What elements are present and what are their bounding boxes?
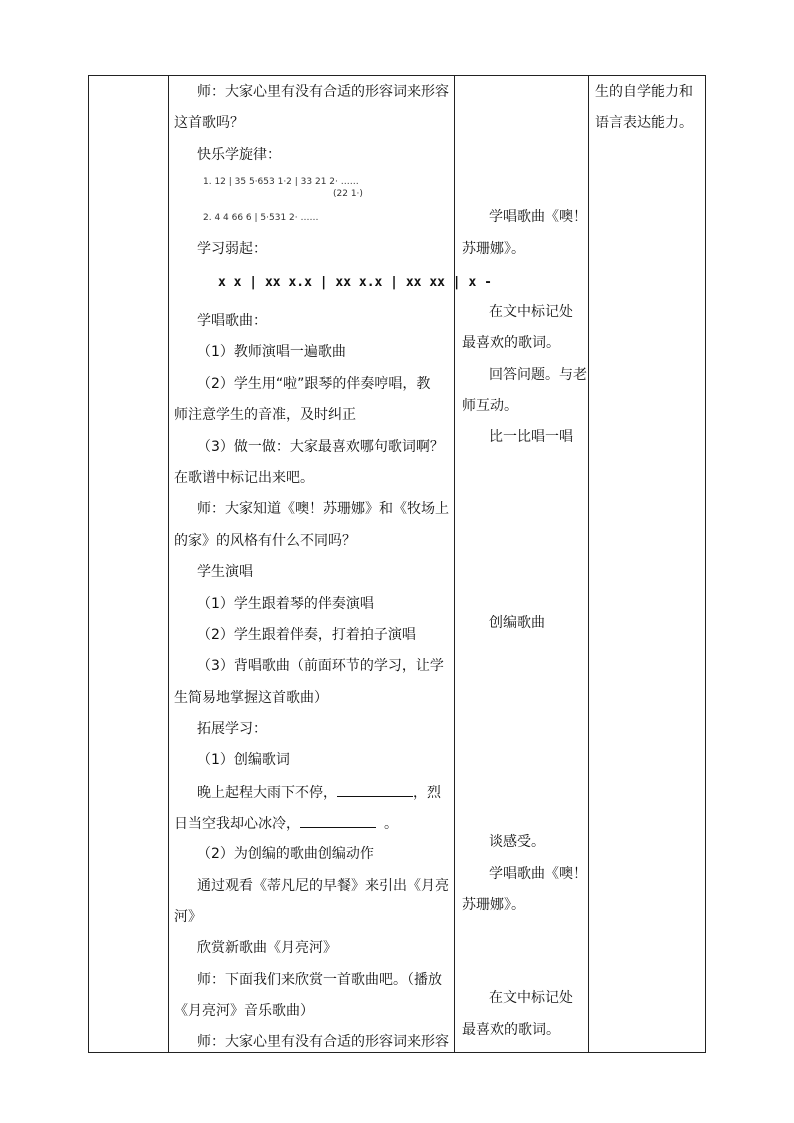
text-line: 最喜欢的歌词。 (462, 1022, 560, 1038)
text-line: 创编歌曲 (489, 615, 545, 631)
text-line: 快乐学旋律： (197, 147, 281, 163)
text-line: 学唱歌曲《噢！ (489, 209, 587, 225)
text-line: 在文中标记处 (489, 990, 573, 1006)
text-line: 《月亮河》音乐歌曲） (174, 1003, 314, 1019)
text-line: 拓展学习： (197, 721, 267, 737)
text-line: 比一比唱一唱 (489, 429, 573, 445)
text-line: 学唱歌曲《噢！ (489, 866, 587, 882)
text-line: 欣赏新歌曲《月亮河》 (197, 940, 337, 956)
column-divider (168, 76, 169, 1052)
melody-line-1-alt: (22 1·) (333, 189, 363, 199)
text-fragment: 。 (384, 816, 398, 832)
text-line: 师：下面我们来欣赏一首歌曲吧。（播放 (197, 972, 442, 988)
text-fragment: 日当空我却心冰冷， (174, 816, 300, 832)
text-line: （1）创编歌词 (197, 752, 290, 768)
text-line: 学习弱起： (197, 241, 267, 257)
text-line: （3）做一做：大家最喜欢哪句歌词啊？ (197, 439, 444, 455)
text-line: 生简易地掌握这首歌曲） (174, 690, 328, 706)
text-line: 通过观看《蒂凡尼的早餐》来引出《月亮 (197, 878, 449, 894)
lyric-fill-line-2 (174, 813, 398, 834)
text-fragment: 晚上起程大雨下不停， (197, 785, 337, 801)
text-line: 师：大家知道《噢！苏珊娜》和《牧场上 (197, 501, 449, 517)
text-line: 学生演唱 (197, 564, 253, 580)
column-divider (588, 76, 589, 1052)
text-line: 师：大家心里有没有合适的形容词来形容 (197, 1034, 449, 1050)
text-line: （1）学生跟着琴的伴奏演唱 (197, 596, 374, 612)
text-line: 师注意学生的音准，及时纠正 (174, 407, 356, 423)
melody-line-1: 1. 12 | 35 5·653 1·2 | 33 21 2· …… (203, 177, 359, 187)
text-line: 语言表达能力。 (595, 115, 693, 131)
text-line: 苏珊娜》。 (462, 241, 525, 257)
rhythm-notation: x x | xx x.x | xx x.x | xx xx | x - (218, 275, 492, 290)
melody-line-2: 2. 4 4 66 6 | 5·531 2· …… (203, 213, 319, 223)
text-line: 在文中标记处 (489, 304, 573, 320)
text-line: 回答问题。与老 (489, 367, 587, 383)
text-line: 最喜欢的歌词。 (462, 335, 560, 351)
text-line: （3）背唱歌曲（前面环节的学习，让学 (197, 658, 444, 674)
text-line: （2）为创编的歌曲创编动作 (197, 846, 374, 862)
column-divider (454, 76, 455, 1052)
text-line: （2）学生跟着伴奏，打着拍子演唱 (197, 627, 416, 643)
lyric-fill-line-1 (197, 782, 441, 803)
text-line: 师：大家心里有没有合适的形容词来形容 (197, 84, 449, 100)
blank-field (300, 813, 376, 828)
text-line: （1）教师演唱一遍歌曲 (197, 344, 346, 360)
text-line: 这首歌吗？ (174, 115, 244, 131)
text-line: 苏珊娜》。 (462, 897, 525, 913)
text-line: 谈感受。 (489, 834, 545, 850)
text-line: （2）学生用“啦”跟琴的伴奏哼唱，教 (197, 376, 431, 392)
text-line: 学唱歌曲： (197, 313, 267, 329)
text-line: 师互动。 (462, 398, 518, 414)
text-line: 生的自学能力和 (595, 84, 693, 100)
text-line: 河》 (174, 909, 202, 925)
text-line: 的家》的风格有什么不同吗？ (174, 533, 356, 549)
text-fragment: ，烈 (413, 785, 441, 801)
text-line: 在歌谱中标记出来吧。 (174, 470, 314, 486)
blank-field (337, 782, 413, 797)
